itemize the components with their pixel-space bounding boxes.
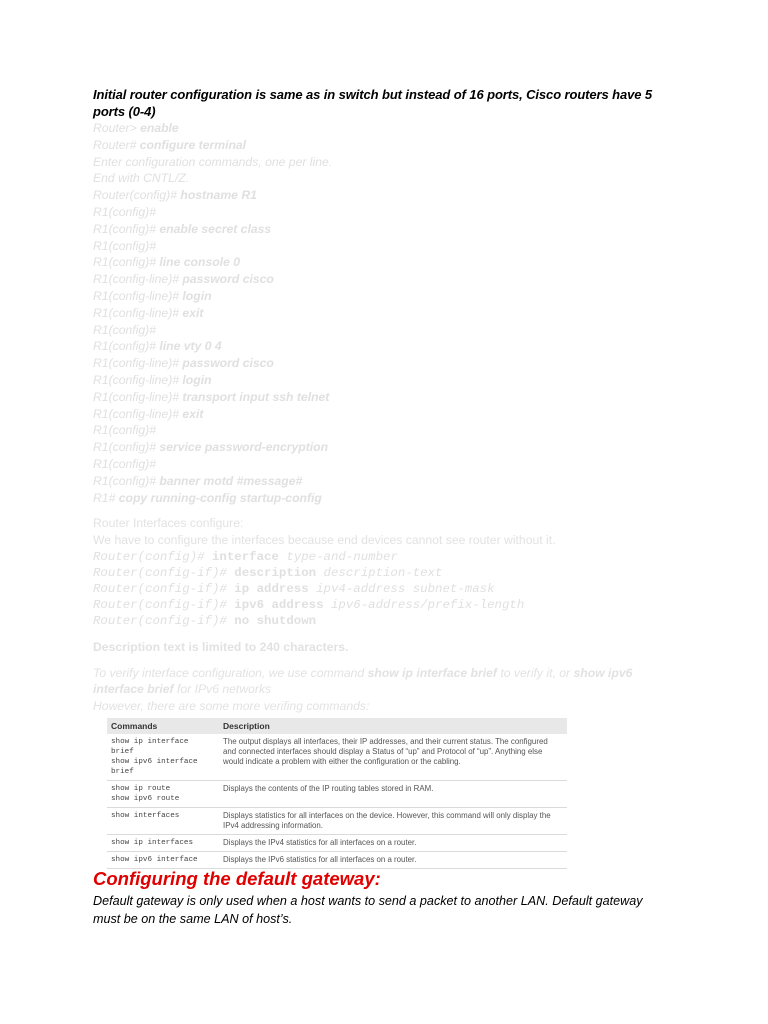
interface-command-line — [93, 565, 673, 581]
verify-pre: To verify interface configuration, we use command — [93, 665, 368, 680]
config-prompt: R1(config)# — [93, 473, 160, 488]
config-command: line console 0 — [159, 255, 240, 270]
table-header-commands: Commands — [107, 718, 219, 734]
gateway-text: Default gateway is only used when a host wants to send a packet to another LAN. Default gateway must be on the same LAN of host’s. — [93, 894, 643, 926]
interface-argument: description-text — [323, 565, 443, 580]
interface-keyword: interface — [211, 549, 279, 564]
config-prompt: Router# — [93, 137, 140, 152]
config-command: login — [182, 288, 212, 303]
config-command: enable secret class — [159, 221, 272, 236]
config-prompt: Router> — [93, 121, 141, 135]
config-line — [93, 490, 673, 507]
table-row — [107, 852, 567, 869]
description-cell: Displays the IPv4 statistics for all interfaces on a router. — [219, 835, 567, 852]
interface-command-line — [93, 581, 673, 597]
config-line — [93, 187, 673, 204]
config-line — [93, 221, 673, 238]
config-prompt: R1(config)# — [93, 322, 156, 337]
config-command: enable — [140, 121, 179, 135]
intro-paragraph: Initial router configuration is same as in switch but instead of 16 ports, Cisco routers have 5 ports (0-4) — [93, 87, 653, 119]
config-line — [93, 355, 673, 372]
config-prompt: End with CNTL/Z. — [93, 171, 190, 186]
config-command: password cisco — [182, 356, 274, 371]
config-command: banner motd #message# — [159, 473, 303, 488]
commands-table — [107, 718, 567, 869]
interfaces-note: We have to configure the interfaces because end devices cannot see router without it. — [93, 533, 556, 548]
interface-command-line — [93, 613, 673, 629]
interface-argument: type-and-number — [286, 549, 398, 564]
table-row — [107, 808, 567, 835]
verify-cmd2: show ipv6 interface brief — [93, 665, 633, 697]
config-prompt: R1(config-line)# — [93, 288, 183, 303]
config-prompt: R1(config-line)# — [93, 389, 183, 404]
verify-paragraph — [93, 665, 673, 715]
interface-command-line — [93, 597, 673, 613]
config-prompt: R1(config)# — [93, 255, 160, 270]
config-line — [93, 271, 673, 288]
config-command: copy running-config startup-config — [118, 490, 322, 505]
config-line — [93, 204, 673, 221]
config-line — [93, 372, 673, 389]
config-prompt: R1(config)# — [93, 423, 156, 438]
config-command: service password-encryption — [159, 440, 329, 455]
description-cell: Displays statistics for all interfaces on the device. However, this command will only display the IPv4 addressing information. — [219, 808, 567, 835]
config-line — [93, 338, 673, 355]
config-line — [93, 238, 673, 255]
description-cell: Displays the contents of the IP routing tables stored in RAM. — [219, 781, 567, 808]
verify-cmd1: show ip interface brief — [367, 665, 497, 680]
config-line — [93, 389, 673, 406]
table-row — [107, 835, 567, 852]
config-prompt: R1(config-line)# — [93, 406, 183, 421]
config-prompt: R1(config-line)# — [93, 372, 183, 387]
interface-keyword: ipv6 address — [234, 597, 324, 612]
config-line — [93, 422, 673, 439]
document-body — [93, 86, 673, 714]
command-cell: show ip route show ipv6 route — [107, 781, 219, 808]
config-command: line vty 0 4 — [159, 339, 222, 354]
config-command: login — [182, 372, 212, 387]
interface-prompt: Router(config-if)# — [93, 581, 235, 596]
config-prompt: Enter configuration commands, one per line. — [93, 154, 333, 169]
config-prompt: Router(config)# — [93, 188, 181, 203]
config-prompt: R1(config)# — [93, 456, 156, 471]
config-command: password cisco — [182, 272, 274, 287]
config-line — [93, 322, 673, 339]
command-cell: show ipv6 interface — [107, 852, 219, 869]
config-line — [93, 120, 673, 137]
verify-post: for IPv6 networks — [173, 682, 272, 697]
config-command: exit — [182, 305, 204, 320]
interface-prompt: Router(config)# — [93, 549, 212, 564]
table-header-description: Description — [219, 718, 567, 734]
interface-keyword: no shutdown — [234, 613, 317, 628]
config-command: exit — [182, 406, 204, 421]
config-prompt: R1(config)# — [93, 440, 160, 455]
table-row — [107, 734, 567, 781]
config-prompt: R1# — [93, 490, 119, 505]
description-cell: Displays the IPv6 statistics for all interfaces on a router. — [219, 852, 567, 869]
config-command: hostname R1 — [180, 188, 257, 203]
config-block — [93, 120, 673, 506]
config-prompt: R1(config)# — [93, 339, 160, 354]
description-limit-note: Description text is limited to 240 characters. — [93, 639, 349, 654]
config-line — [93, 154, 673, 171]
config-prompt: R1(config-line)# — [93, 272, 183, 287]
config-line — [93, 439, 673, 456]
interface-prompt: Router(config-if)# — [93, 597, 235, 612]
interface-command-line — [93, 549, 673, 565]
config-prompt: R1(config-line)# — [93, 356, 183, 371]
interface-argument: ipv6-address/prefix-length — [330, 597, 525, 612]
config-prompt: R1(config)# — [93, 221, 160, 236]
table-header-row — [107, 718, 567, 734]
interface-prompt: Router(config-if)# — [93, 565, 235, 580]
command-cell: show ip interfaces — [107, 835, 219, 852]
gateway-heading: Configuring the default gateway: — [93, 868, 381, 889]
table-row — [107, 781, 567, 808]
verify-mid: to verify it, or — [496, 665, 574, 680]
interfaces-title: Router Interfaces configure: — [93, 516, 244, 531]
config-line — [93, 170, 673, 187]
interface-argument: ipv4-address subnet-mask — [316, 581, 495, 596]
config-prompt: R1(config)# — [93, 204, 156, 219]
description-cell: The output displays all interfaces, their IP addresses, and their current status. The configured and connected interfaces should display a Status of “up” and Protocol of “up”. Anything else would indicate a problem with either the configuration or the cabling. — [219, 734, 567, 781]
interface-prompt: Router(config-if)# — [93, 613, 235, 628]
config-line — [93, 254, 673, 271]
config-line — [93, 406, 673, 423]
config-line — [93, 137, 673, 154]
command-cell: show ip interface brief show ipv6 interface brief — [107, 734, 219, 781]
config-line — [93, 305, 673, 322]
config-command: transport input ssh telnet — [182, 389, 330, 404]
config-line — [93, 473, 673, 490]
config-line — [93, 456, 673, 473]
config-prompt: R1(config-line)# — [93, 305, 183, 320]
config-prompt: R1(config)# — [93, 238, 156, 253]
interface-keyword: ip address — [234, 581, 309, 596]
interface-keyword: description — [234, 565, 317, 580]
interface-commands — [93, 549, 673, 629]
verify-more: However, there are some more verifing commands: — [93, 698, 370, 713]
command-cell: show interfaces — [107, 808, 219, 835]
config-line — [93, 288, 673, 305]
config-command: configure terminal — [139, 137, 247, 152]
